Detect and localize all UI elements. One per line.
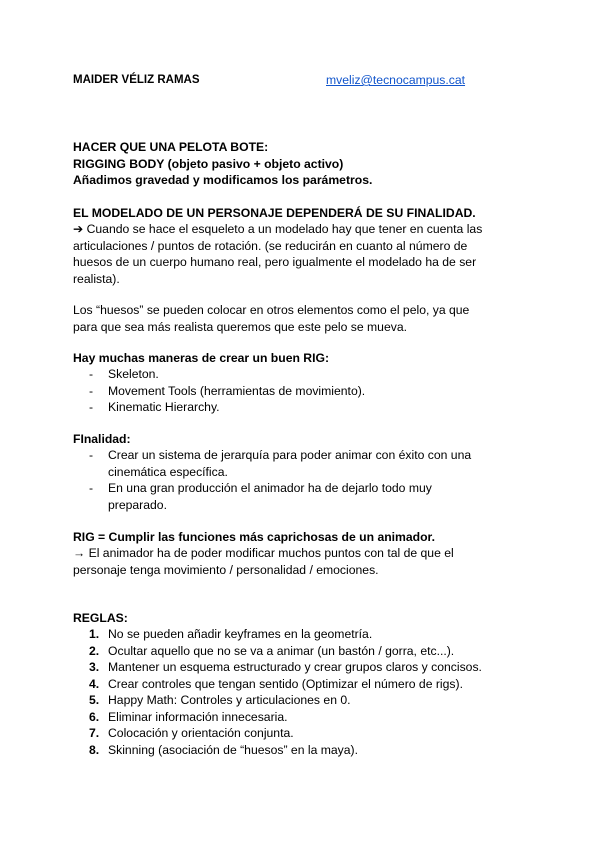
bullet-marker: - <box>89 367 94 381</box>
finalidad-heading: FInalidad: <box>73 432 131 446</box>
list-item-text: Crear un sistema de jerarquía para poder animar con éxito con una <box>108 448 472 462</box>
rig-definition-line: personaje tenga movimiento / personalidad / emociones. <box>73 562 379 577</box>
rig-definition-paragraph <box>73 545 523 578</box>
list-item <box>73 692 482 709</box>
list-number: 5. <box>89 693 100 707</box>
list-item-text: cinemática específica. <box>108 464 228 479</box>
list-item-text: Crear controles que tengan sentido (Optimizar el número de rigs). <box>108 676 463 691</box>
email-link[interactable]: mveliz@tecnocampus.cat <box>326 73 466 87</box>
modelado-line: realista). <box>73 271 120 286</box>
list-item-text: Movement Tools (herramientas de movimiento). <box>108 383 366 398</box>
list-item-text: Kinematic Hierarchy. <box>108 400 220 414</box>
list-item-text: Mantener un esquema estructurado y crear grupos claros y concisos. <box>108 660 482 674</box>
list-item-text: No se pueden añadir keyframes en la geometría. <box>108 627 373 641</box>
list-item-text: Happy Math: Controles y articulaciones en 0. <box>108 693 351 707</box>
list-item <box>73 643 482 660</box>
list-item <box>73 659 482 676</box>
reglas-list <box>73 626 482 758</box>
list-item <box>73 742 482 759</box>
huesos-line: Los “huesos” se pueden colocar en otros elementos como el pelo, ya que <box>73 303 470 317</box>
bullet-marker: - <box>89 481 94 495</box>
rig-ways-heading: Hay muchas maneras de crear un buen RIG: <box>73 351 330 365</box>
intro-line-2: RIGGING BODY (objeto pasivo + objeto activo) <box>73 156 344 171</box>
modelado-line: ➔ Cuando se hace el esqueleto a un modelado hay que tener en cuenta las <box>73 222 483 236</box>
huesos-line: para que sea más realista queremos que este pelo se mueva. <box>73 319 407 334</box>
list-number: 7. <box>89 726 100 740</box>
intro-line-3: Añadimos gravedad y modificamos los parámetros. <box>73 173 373 187</box>
list-item-text: En una gran producción el animador ha de dejarlo todo muy <box>108 481 432 495</box>
list-item <box>73 366 365 383</box>
finalidad-list <box>73 447 471 513</box>
list-item <box>73 383 365 400</box>
list-item-text: Skeleton. <box>108 367 159 381</box>
list-item <box>73 626 482 643</box>
rig-ways-list <box>73 366 365 416</box>
modelado-paragraph <box>73 221 523 287</box>
list-number: 3. <box>89 660 100 674</box>
list-item <box>73 709 482 726</box>
reglas-heading: REGLAS: <box>73 611 128 625</box>
list-item <box>73 676 482 693</box>
list-item <box>73 725 482 742</box>
modelado-line: articulaciones / puntos de rotación. (se reducirán en cuanto al número de <box>73 238 468 253</box>
rig-definition-line: → El animador ha de poder modificar muchos puntos con tal de que el <box>73 546 454 560</box>
list-item-text: Eliminar información innecesaria. <box>108 709 288 724</box>
modelado-line: huesos de un cuerpo humano real, pero igualmente el modelado ha de ser <box>73 255 477 269</box>
bullet-marker: - <box>89 383 94 398</box>
rig-definition-heading: RIG = Cumplir las funciones más caprichosas de un animador. <box>73 530 436 544</box>
list-item-text: Skinning (asociación de “huesos” en la maya). <box>108 742 358 757</box>
list-item <box>73 480 471 513</box>
huesos-paragraph <box>73 302 523 335</box>
list-item-text: Ocultar aquello que no se va a animar (un bastón / gorra, etc...). <box>108 643 455 658</box>
list-item-text: Colocación y orientación conjunta. <box>108 726 294 740</box>
modelado-heading: EL MODELADO DE UN PERSONAJE DEPENDERÁ DE SU FINALIDAD. <box>73 206 476 220</box>
bullet-marker: - <box>89 400 94 414</box>
list-number: 4. <box>89 676 100 691</box>
list-number: 8. <box>89 742 100 757</box>
list-item <box>73 447 471 480</box>
author-name: MAIDER VÉLIZ RAMAS <box>73 74 200 86</box>
list-number: 6. <box>89 709 100 724</box>
list-item <box>73 399 365 416</box>
list-number: 1. <box>89 627 100 641</box>
bullet-marker: - <box>89 448 94 462</box>
list-number: 2. <box>89 643 100 658</box>
intro-line-1: HACER QUE UNA PELOTA BOTE: <box>73 140 269 154</box>
list-item-text: preparado. <box>108 497 167 512</box>
